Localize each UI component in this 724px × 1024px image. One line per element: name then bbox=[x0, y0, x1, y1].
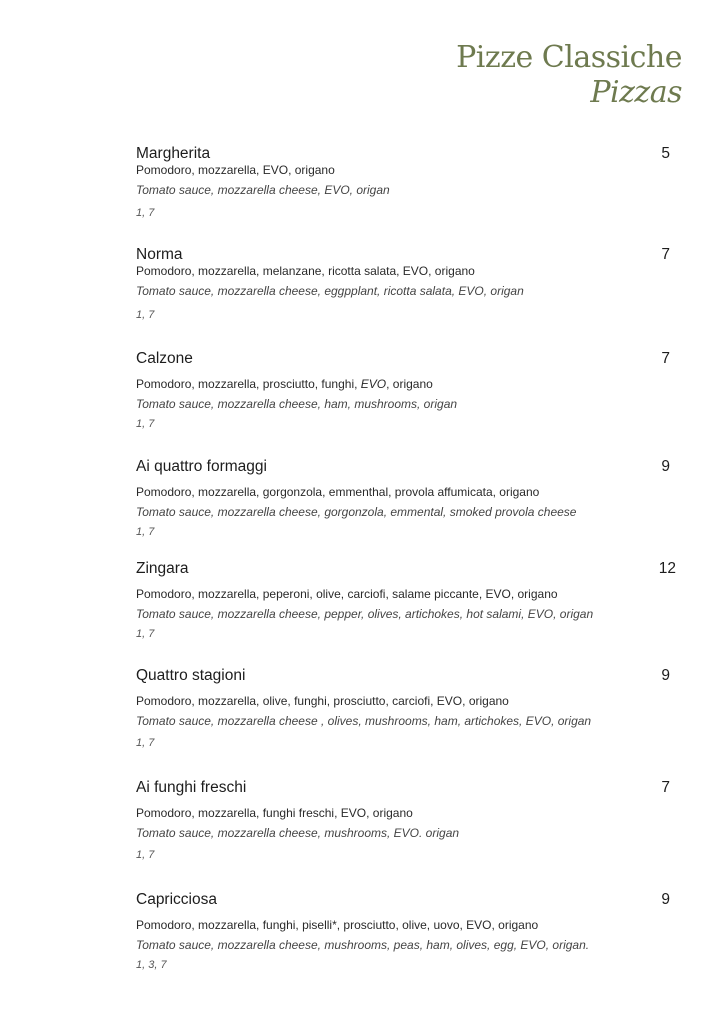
item-ingredients-english: Tomato sauce, mozzarella cheese, eggpplant, ricotta salata, EVO, origan bbox=[136, 284, 524, 298]
item-name: Zingara bbox=[136, 560, 189, 577]
item-price: 9 bbox=[661, 891, 670, 908]
item-allergens: 1, 7 bbox=[136, 849, 155, 861]
item-ingredients-italian: Pomodoro, mozzarella, funghi, piselli*, prosciutto, olive, uovo, EVO, origano bbox=[136, 918, 539, 932]
item-price: 12 bbox=[658, 560, 676, 577]
item-ingredients-italian: Pomodoro, mozzarella, olive, funghi, prosciutto, carciofi, EVO, origano bbox=[136, 694, 509, 708]
item-price: 7 bbox=[661, 246, 670, 263]
item-name: Ai funghi freschi bbox=[136, 779, 247, 796]
menu-item-capricciosa bbox=[136, 891, 676, 972]
item-ingredients-italian: Pomodoro, mozzarella, peperoni, olive, carciofi, salame piccante, EVO, origano bbox=[136, 587, 558, 601]
menu-item-norma bbox=[136, 246, 676, 322]
item-ingredients-english: Tomato sauce, mozzarella cheese, mushrooms, EVO. origan bbox=[136, 826, 460, 840]
item-ingredients-english: Tomato sauce, mozzarella cheese, EVO, origan bbox=[136, 183, 390, 197]
item-price: 7 bbox=[661, 779, 670, 796]
item-price: 9 bbox=[661, 667, 670, 684]
menu-item-quattro-formaggi bbox=[136, 458, 676, 539]
item-ingredients-english: Tomato sauce, mozzarella cheese, pepper, olives, artichokes, hot salami, EVO, origan bbox=[136, 607, 594, 621]
title-english: Pizzas bbox=[590, 75, 682, 110]
item-price: 7 bbox=[661, 350, 670, 367]
item-allergens: 1, 7 bbox=[136, 207, 155, 219]
menu-item-margherita bbox=[136, 145, 676, 220]
item-name: Quattro stagioni bbox=[136, 667, 246, 684]
title-italian: Pizze Classiche bbox=[456, 40, 682, 75]
item-price: 5 bbox=[661, 145, 670, 162]
item-ingredients-italian: Pomodoro, mozzarella, melanzane, ricotta salata, EVO, origano bbox=[136, 264, 475, 278]
item-ingredients-italian: Pomodoro, mozzarella, funghi freschi, EVO, origano bbox=[136, 806, 413, 820]
item-ingredients-italian: Pomodoro, mozzarella, EVO, origano bbox=[136, 163, 335, 177]
menu-item-calzone bbox=[136, 350, 676, 431]
item-name: Calzone bbox=[136, 350, 193, 367]
menu-item-quattro-stagioni bbox=[136, 667, 676, 750]
menu-item-funghi-freschi bbox=[136, 779, 676, 862]
item-ingredients-english: Tomato sauce, mozzarella cheese , olives, mushrooms, ham, artichokes, EVO, origan bbox=[136, 714, 592, 728]
item-allergens: 1, 7 bbox=[136, 737, 155, 749]
item-name: Capricciosa bbox=[136, 891, 217, 908]
item-allergens: 1, 3, 7 bbox=[136, 959, 167, 971]
item-ingredients-english: Tomato sauce, mozzarella cheese, ham, mushrooms, origan bbox=[136, 397, 458, 411]
item-allergens: 1, 7 bbox=[136, 418, 155, 430]
item-name: Norma bbox=[136, 246, 183, 263]
menu-section-title bbox=[456, 40, 682, 110]
item-name: Ai quattro formaggi bbox=[136, 458, 267, 475]
item-allergens: 1, 7 bbox=[136, 628, 155, 640]
menu-item-zingara bbox=[136, 560, 676, 641]
item-allergens: 1, 7 bbox=[136, 526, 155, 538]
item-ingredients-italian: Pomodoro, mozzarella, gorgonzola, emmenthal, provola affumicata, origano bbox=[136, 485, 540, 499]
item-price: 9 bbox=[661, 458, 670, 475]
item-ingredients-english: Tomato sauce, mozzarella cheese, mushrooms, peas, ham, olives, egg, EVO, origan. bbox=[136, 938, 590, 952]
item-name: Margherita bbox=[136, 145, 211, 162]
item-ingredients-italian: Pomodoro, mozzarella, prosciutto, funghi, EVO, origano bbox=[136, 377, 433, 391]
item-allergens: 1, 7 bbox=[136, 309, 155, 321]
item-ingredients-english: Tomato sauce, mozzarella cheese, gorgonzola, emmental, smoked provola cheese bbox=[136, 505, 577, 519]
